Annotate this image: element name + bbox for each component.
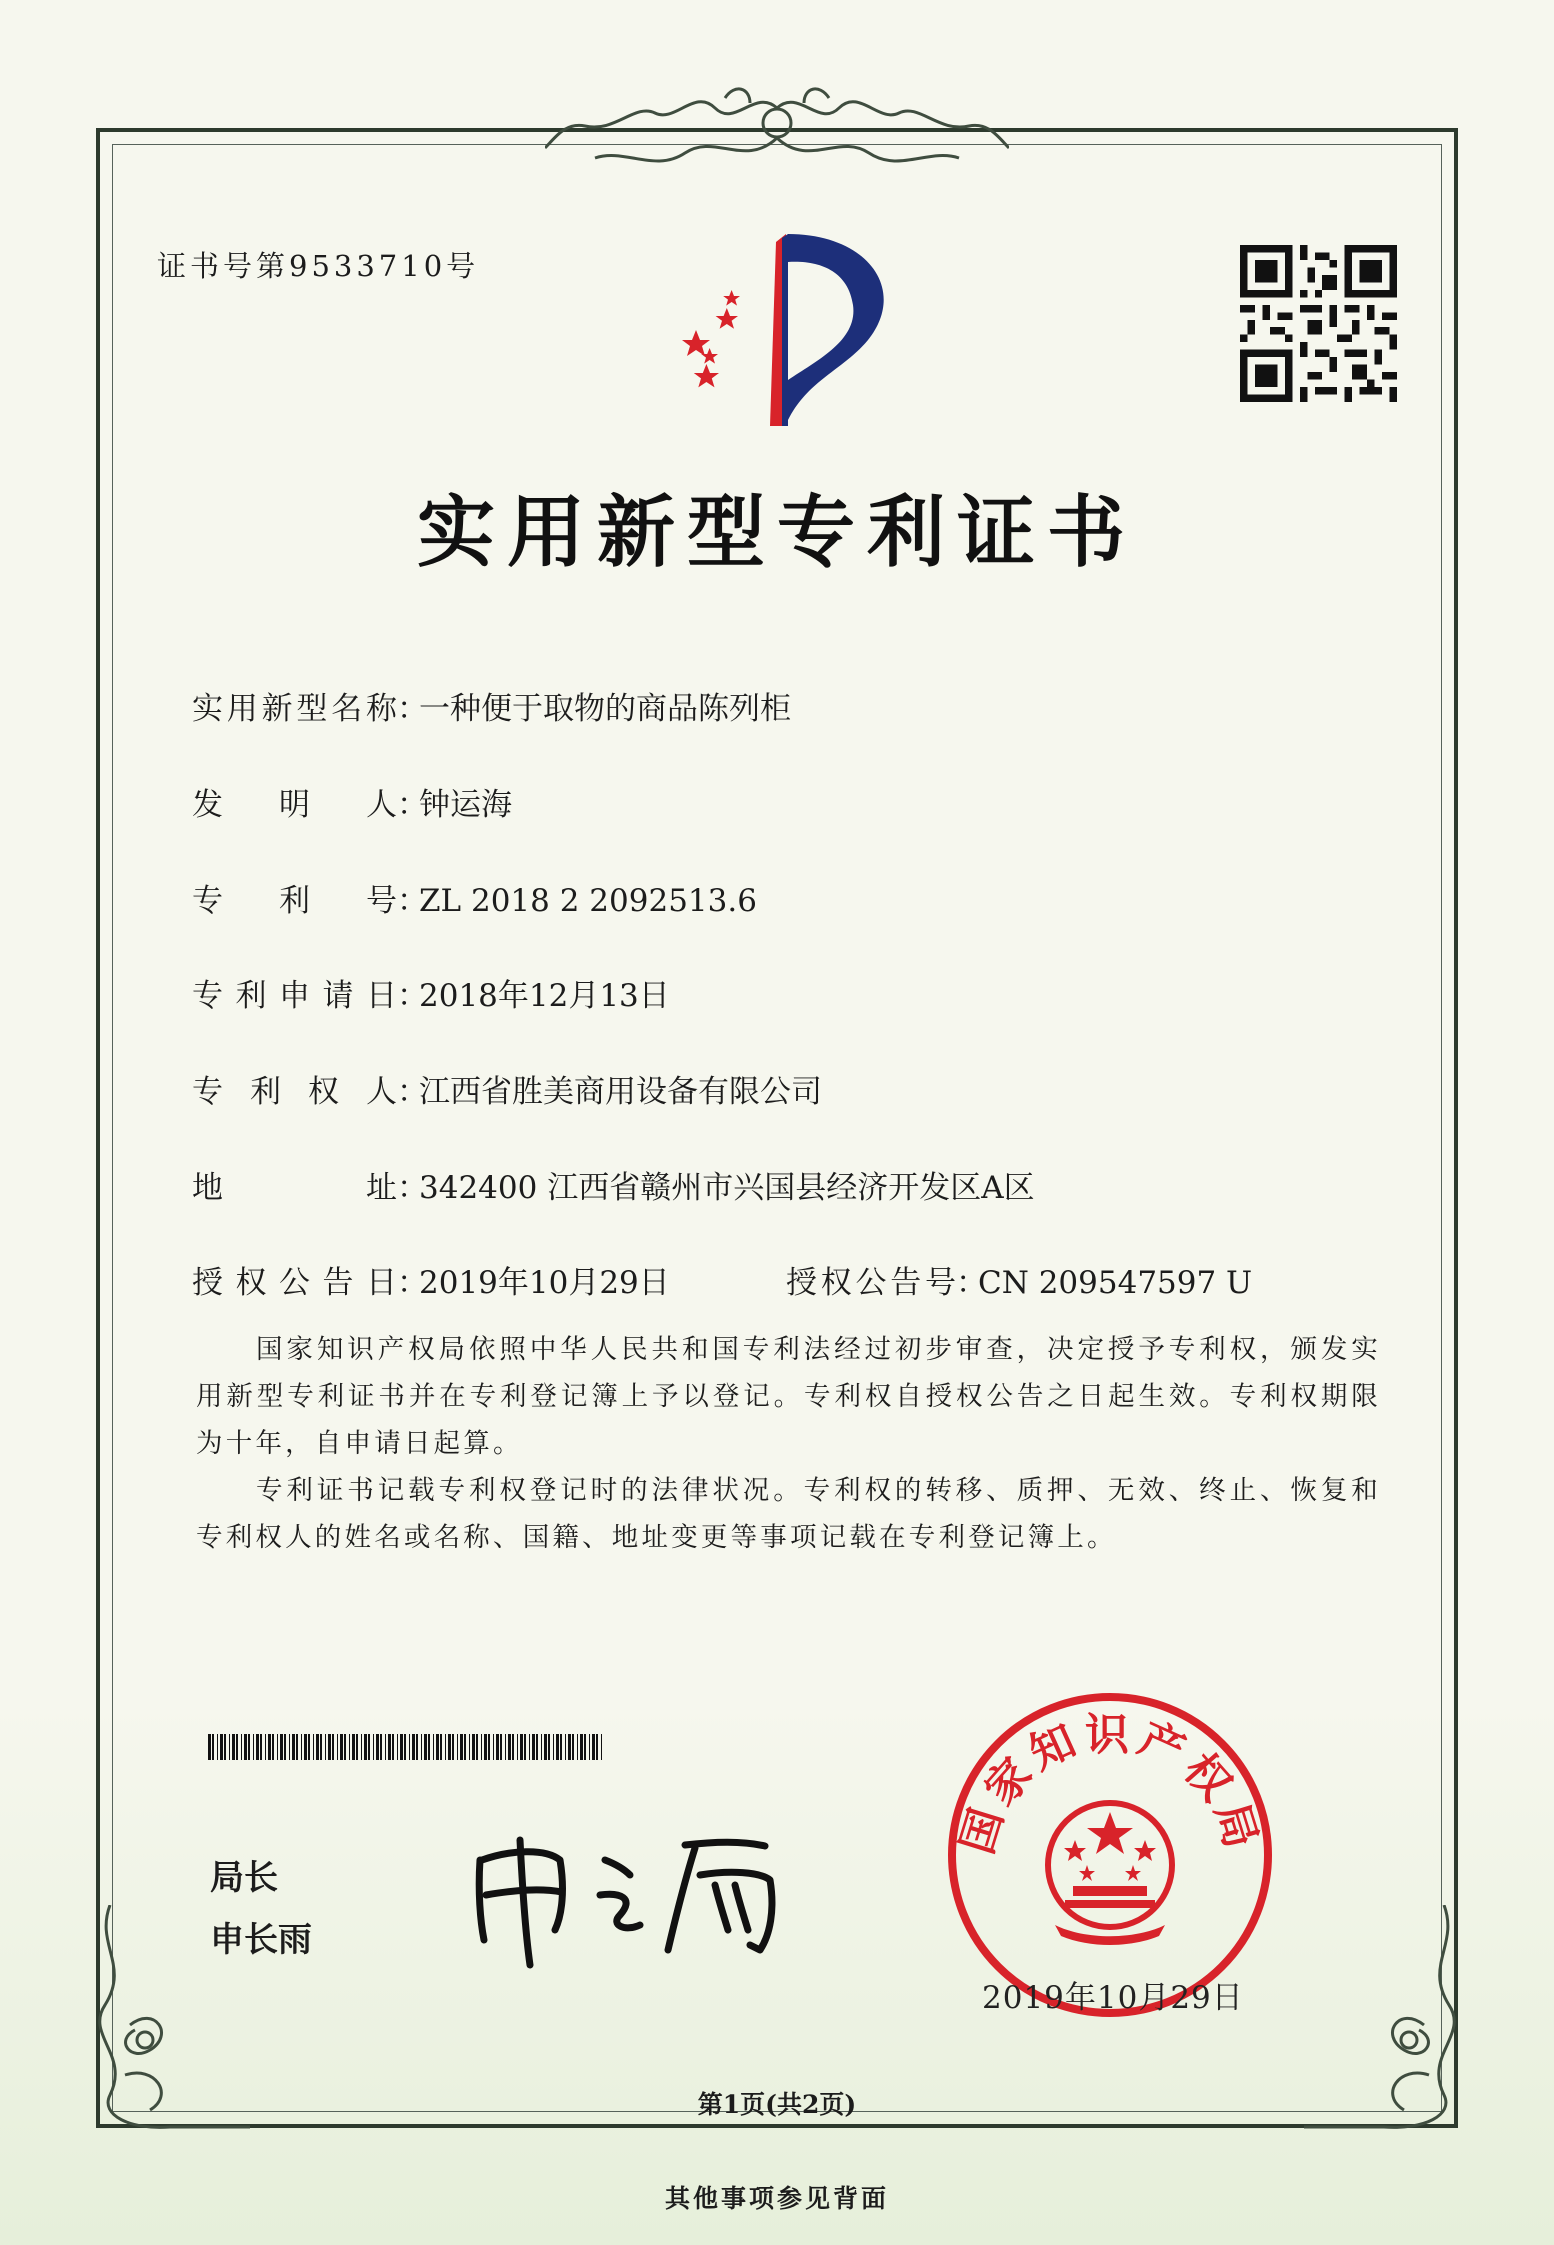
field-address: 地址：342400 江西省赣州市兴国县经济开发区A区 [192,1162,1035,1207]
barcode-bar [361,1734,362,1760]
field-label: 实用新型名称 [192,691,397,727]
footer-note: 其他事项参见背面 [664,2184,889,2213]
barcode-bar [352,1734,355,1760]
barcode-bar [445,1734,446,1760]
barcode-bar [484,1734,487,1760]
barcode-bar [601,1734,602,1760]
barcode-bar [325,1734,326,1760]
barcode-bar [373,1734,374,1760]
barcode-bar [452,1734,454,1760]
barcode-bar [416,1734,418,1760]
barcode-bar [584,1734,586,1760]
barcode-bar [268,1734,271,1760]
barcode-bar [476,1734,478,1760]
field-label: 发明人 [192,787,397,823]
barcode-bar [541,1734,542,1760]
field-inventor: 发明人：钟运海 [192,779,512,824]
barcode-bar [544,1734,547,1760]
barcode-bar [592,1734,595,1760]
barcode-bar [457,1734,458,1760]
barcode-bar [520,1734,523,1760]
patent-office-logo-icon [658,230,910,426]
barcode-bar [364,1734,367,1760]
barcode-bar [436,1734,439,1760]
barcode-bar [392,1734,394,1760]
barcode-bar [229,1734,230,1760]
barcode-bar [464,1734,466,1760]
field-value: 2018年12月13日 [419,978,670,1014]
barcode-bar [244,1734,247,1760]
field-label: 专利申请日 [192,978,397,1014]
barcode-bar [232,1734,235,1760]
barcode-bar [556,1734,559,1760]
barcode-bar [256,1734,259,1760]
field-utility-model-name: 实用新型名称：一种便于取物的商品陈列柜 [192,683,791,728]
field-value: ZL 2018 2 2092513.6 [419,883,757,919]
seal-text: 国家知识产权局 [951,1709,1269,1860]
barcode-bar [448,1734,451,1760]
barcode-bar [412,1734,415,1760]
barcode-bar [253,1734,254,1760]
barcode-bar [548,1734,550,1760]
signature-icon [470,1820,810,1970]
barcode-bar [460,1734,463,1760]
barcode-bar [292,1734,295,1760]
field-grant-announcement-number: 授权公告号：CN 209547597 U [786,1257,1252,1302]
barcode-bar [217,1734,218,1760]
field-value: 2019年10月29日 [419,1265,670,1301]
barcode-bar [356,1734,358,1760]
barcode-bar [580,1734,583,1760]
barcode-bar [265,1734,266,1760]
barcode-bar [332,1734,334,1760]
barcode-bar [284,1734,286,1760]
barcode-bar [280,1734,283,1760]
director-title: 局长 [210,1858,278,1898]
barcode-bar [236,1734,238,1760]
barcode-bar [572,1734,574,1760]
barcode-bar [380,1734,382,1760]
barcode-bar [532,1734,535,1760]
barcode-bar [308,1734,310,1760]
director-name: 申长雨 [210,1920,312,1960]
page-number: 第1页(共2页) [697,2090,857,2119]
barcode-bar [496,1734,499,1760]
field-label: 专利号 [192,883,397,919]
field-label: 专利权人 [192,1074,397,1110]
barcode-bar [536,1734,538,1760]
field-label: 授权公告号 [786,1265,956,1301]
statement-paragraph: 专利证书记载专利权登记时的法律状况。专利权的转移、质押、无效、终止、恢复和专利权人的姓名或名称、国籍、地址变更等事项记载在专利登记簿上。 [196,1475,1381,1553]
field-grant-announcement-date: 授权公告日：2019年10月29日 [192,1257,670,1302]
barcode-bar [277,1734,278,1760]
certificate-number: 证书号第9533710号 [157,249,480,283]
barcode-bar [568,1734,571,1760]
barcode-bar [344,1734,346,1760]
barcode-bar [565,1734,566,1760]
barcode-bar [304,1734,307,1760]
barcode-bar [397,1734,398,1760]
barcode-bar [517,1734,518,1760]
barcode-bar [208,1734,211,1760]
barcode-bar [469,1734,470,1760]
barcode-bar [493,1734,494,1760]
barcode-bar [337,1734,338,1760]
barcode-bar [553,1734,554,1760]
qr-code-icon [1240,245,1397,402]
barcode-bar [404,1734,406,1760]
field-value: 342400 江西省赣州市兴国县经济开发区A区 [419,1170,1035,1206]
barcode-bar [388,1734,391,1760]
barcode-bar [589,1734,590,1760]
field-value: 江西省胜美商用设备有限公司 [419,1074,822,1110]
barcode-bar [376,1734,379,1760]
field-value: 一种便于取物的商品陈列柜 [419,691,791,727]
barcode-bar [529,1734,530,1760]
barcode-bar [481,1734,482,1760]
barcode-bar [428,1734,430,1760]
barcode-bar [272,1734,274,1760]
barcode-bar [224,1734,226,1760]
barcode-bar [500,1734,502,1760]
top-ornament-icon [545,78,1009,178]
barcode-bar [248,1734,250,1760]
barcode-bar [512,1734,514,1760]
barcode-bar [400,1734,403,1760]
statement-paragraph: 国家知识产权局依照中华人民共和国专利法经过初步审查，决定授予专利权，颁发实用新型专利证书并在专利登记簿上予以登记。专利权自授权公告之日起生效。专利权期限为十年，自申请日起算。 [196,1334,1381,1459]
barcode-bar [320,1734,322,1760]
barcode-bar [340,1734,343,1760]
barcode-bar [316,1734,319,1760]
barcode-bar [596,1734,598,1760]
barcode-bar [424,1734,427,1760]
field-value: 钟运海 [419,787,512,823]
barcode-bar [241,1734,242,1760]
barcode-icon [208,1734,604,1760]
field-application-date: 专利申请日：2018年12月13日 [192,970,670,1015]
barcode-bar [409,1734,410,1760]
barcode-bar [385,1734,386,1760]
barcode-bar [301,1734,302,1760]
barcode-bar [296,1734,298,1760]
barcode-bar [421,1734,422,1760]
barcode-bar [433,1734,434,1760]
field-value: CN 209547597 U [978,1265,1253,1301]
barcode-bar [577,1734,578,1760]
seal-date: 2019年10月29日 [982,1980,1244,2016]
official-seal-icon [945,1690,1275,2020]
barcode-bar [212,1734,214,1760]
field-patentee: 专利权人：江西省胜美商用设备有限公司 [192,1066,822,1111]
barcode-bar [349,1734,350,1760]
barcode-bar [313,1734,314,1760]
field-patent-number: 专利号：ZL 2018 2 2092513.6 [192,875,757,920]
barcode-bar [260,1734,262,1760]
barcode-bar [289,1734,290,1760]
barcode-bar [328,1734,331,1760]
barcode-bar [508,1734,511,1760]
barcode-bar [524,1734,526,1760]
barcode-bar [368,1734,370,1760]
field-label: 地址 [192,1170,397,1206]
barcode-bar [505,1734,506,1760]
certificate-title: 实用新型专利证书 [416,488,1137,578]
field-label: 授权公告日 [192,1265,397,1301]
barcode-bar [220,1734,223,1760]
barcode-bar [440,1734,442,1760]
barcode-bar [488,1734,490,1760]
barcode-bar [472,1734,475,1760]
barcode-bar [560,1734,562,1760]
